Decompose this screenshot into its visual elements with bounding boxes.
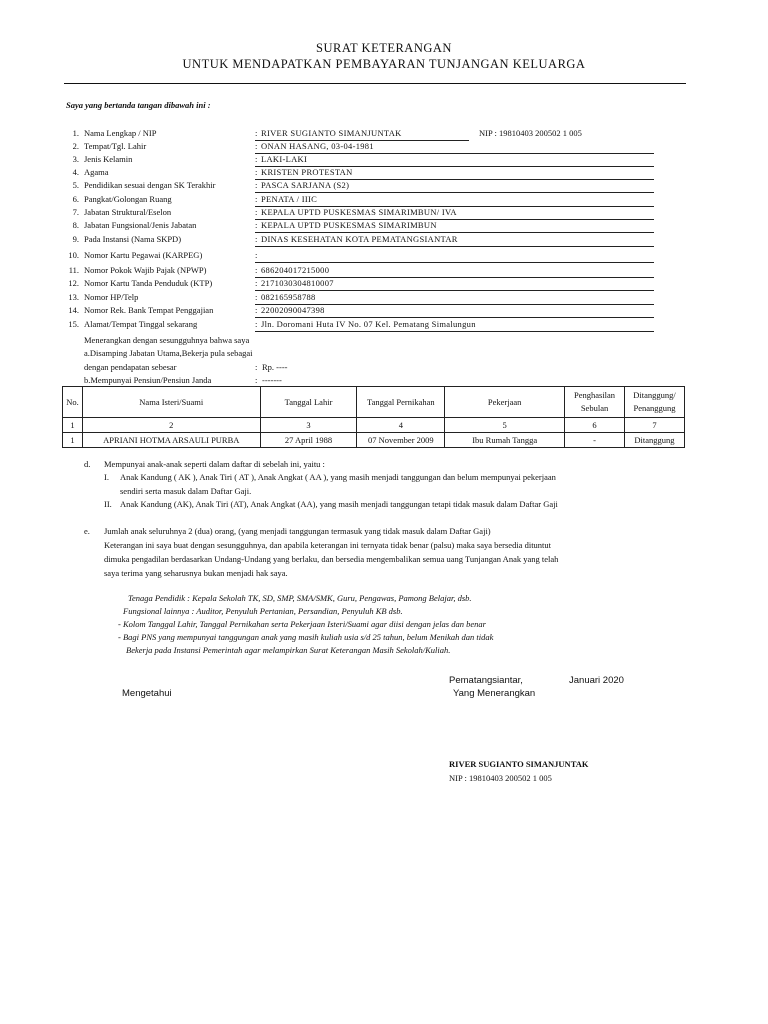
signature-place: Pematangsiantar, [449, 675, 523, 686]
field-colon: : [255, 141, 258, 151]
field-colon: : [255, 319, 258, 329]
note-line: - Kolom Tanggal Lahir, Tanggal Pernikahan serta Pekerjaan Isteri/Suami agar diisi dengan jelas dan benar [118, 619, 486, 629]
field-label: Pangkat/Golongan Ruang [84, 194, 172, 204]
section-d-text: Mempunyai anak-anak seperti dalam daftar di sebelah ini, yaitu : [104, 459, 325, 469]
statement-value: ------- [262, 375, 282, 385]
signer-role: Yang Menerangkan [453, 688, 536, 699]
section-d-item-number: II. [104, 499, 112, 509]
field-row [0, 220, 768, 233]
table-header-cell: Tanggal Pernikahan [357, 387, 445, 418]
field-row [0, 167, 768, 180]
statement-line: a.Disamping Jabatan Utama,Bekerja pula sebagai [84, 348, 253, 358]
field-number: 14. [68, 305, 79, 315]
document-title: SURAT KETERANGAN [316, 41, 452, 55]
field-colon: : [255, 292, 258, 302]
field-value: ONAN HASANG, 03-04-1981 [261, 141, 374, 151]
table-cell: - [565, 433, 625, 448]
table-index-row [63, 418, 685, 433]
field-row [0, 207, 768, 220]
family-table [62, 386, 685, 448]
field-colon: : [255, 305, 258, 315]
field-number: 8. [72, 220, 79, 230]
field-colon: : [255, 154, 258, 164]
field-underline [255, 192, 654, 193]
field-number: 7. [72, 207, 79, 217]
field-number: 10. [68, 250, 79, 260]
field-number: 3. [72, 154, 79, 164]
field-label: Pada Instansi (Nama SKPD) [84, 234, 182, 244]
table-cell: APRIANI HOTMA ARSAULI PURBA [82, 433, 260, 448]
field-label: Jabatan Fungsional/Jenis Jabatan [84, 220, 197, 230]
field-number: 15. [68, 319, 79, 329]
section-e-text: saya terima yang seharusnya bukan menjadi hak saya. [104, 568, 288, 578]
field-colon: : [255, 180, 258, 190]
table-header-cell: Nama Isteri/Suami [82, 387, 260, 418]
signer-nip: NIP : 19810403 200502 1 005 [449, 773, 552, 783]
table-header-row [63, 387, 685, 418]
field-number: 9. [72, 234, 79, 244]
section-d-label: d. [84, 459, 91, 469]
statement-colon: : [255, 362, 258, 372]
field-value: RIVER SUGIANTO SIMANJUNTAK [261, 128, 402, 138]
statement-colon: : [255, 375, 258, 385]
field-number: 13. [68, 292, 79, 302]
field-row [0, 292, 768, 305]
table-cell: 27 April 1988 [260, 433, 357, 448]
field-number: 1. [72, 128, 79, 138]
document-subtitle: UNTUK MENDAPATKAN PEMBAYARAN TUNJANGAN KELUARGA [182, 57, 586, 71]
table-cell: Ditanggung [625, 433, 685, 448]
field-value: 22002090047398 [261, 305, 325, 315]
table-row [63, 433, 685, 448]
field-value: KEPALA UPTD PUSKESMAS SIMARIMBUN/ IVA [261, 207, 457, 217]
field-label: Nomor HP/Telp [84, 292, 139, 302]
table-cell: 4 [357, 418, 445, 433]
note-line: Tenaga Pendidik : Kepala Sekolah TK, SD, SMP, SMA/SMK, Guru, Pengawas, Pamong Belajar, dsb. [128, 593, 472, 603]
field-label: Jenis Kelamin [84, 154, 133, 164]
field-number: 12. [68, 278, 79, 288]
field-row [0, 250, 768, 263]
intro-text: Saya yang bertanda tangan dibawah ini : [66, 100, 211, 110]
table-header-cell: Pekerjaan [445, 387, 565, 418]
field-label: Nama Lengkap / NIP [84, 128, 157, 138]
field-colon: : [255, 278, 258, 288]
field-value: PENATA / IIIC [261, 194, 318, 204]
section-e-label: e. [84, 526, 90, 536]
table-cell: 5 [445, 418, 565, 433]
table-cell: 1 [63, 418, 83, 433]
field-underline [255, 317, 654, 318]
field-row [0, 141, 768, 154]
nip-text: NIP : 19810403 200502 1 005 [479, 128, 582, 138]
table-header-cell: Ditanggung/ Penanggung [625, 387, 685, 418]
table-cell: 7 [625, 418, 685, 433]
title-divider [64, 83, 686, 84]
signature-date: Januari 2020 [569, 675, 624, 686]
field-label: Pendidikan sesuai dengan SK Terakhir [84, 180, 216, 190]
field-value: PASCA SARJANA (S2) [261, 180, 350, 190]
section-d-item-text: Anak Kandung ( AK ), Anak Tiri ( AT ), Anak Angkat ( AA ), yang masih menjadi tanggungan dan belum mempunyai pekerjaan [120, 472, 556, 482]
note-line: Fungsional lainnya : Auditor, Penyuluh Pertanian, Persandian, Penyuluh KB dsb. [123, 606, 403, 616]
section-e-text: Jumlah anak seluruhnya 2 (dua) orang, (yang menjadi tanggungan termasuk yang tidak masuk dalam Daftar Gaji) [104, 526, 491, 536]
field-underline [255, 232, 654, 233]
field-colon: : [255, 207, 258, 217]
field-label: Nomor Pokok Wajib Pajak (NPWP) [84, 265, 207, 275]
field-underline [255, 262, 654, 263]
table-cell: 07 November 2009 [357, 433, 445, 448]
table-cell: 1 [63, 433, 83, 448]
field-row [0, 278, 768, 291]
table-cell: 3 [260, 418, 357, 433]
statement-line: dengan pendapatan sebesar [84, 362, 177, 372]
field-number: 2. [72, 141, 79, 151]
field-number: 5. [72, 180, 79, 190]
table-cell: 6 [565, 418, 625, 433]
field-underline [255, 290, 654, 291]
field-colon: : [255, 250, 258, 260]
field-underline [255, 331, 654, 332]
field-colon: : [255, 128, 258, 138]
field-label: Nomor Rek. Bank Tempat Penggajian [84, 305, 214, 315]
section-d-item-number: I. [104, 472, 109, 482]
field-row [0, 154, 768, 167]
table-header-cell: Tanggal Lahir [260, 387, 357, 418]
section-d-item-text: sendiri serta masuk dalam Daftar Gaji. [120, 486, 252, 496]
field-value: Jln. Doromani Huta IV No. 07 Kel. Pematang Simalungun [261, 319, 476, 329]
statement-line: Menerangkan dengan sesungguhnya bahwa saya [84, 335, 250, 345]
field-value: 2171030304810007 [261, 278, 334, 288]
field-colon: : [255, 265, 258, 275]
field-value: 082165958788 [261, 292, 316, 302]
field-number: 6. [72, 194, 79, 204]
field-label: Alamat/Tempat Tinggal sekarang [84, 319, 198, 329]
field-value: KEPALA UPTD PUSKESMAS SIMARIMBUN [261, 220, 437, 230]
field-value: DINAS KESEHATAN KOTA PEMATANGSIANTAR [261, 234, 458, 244]
field-colon: : [255, 194, 258, 204]
field-row [0, 234, 768, 247]
field-value: LAKI-LAKI [261, 154, 308, 164]
note-line: - Bagi PNS yang mempunyai tanggungan anak yang masih kuliah usia s/d 25 tahun, belum Menikah dan tidak [118, 632, 494, 642]
field-label: Agama [84, 167, 109, 177]
field-row [0, 128, 768, 141]
field-row [0, 194, 768, 207]
section-d-item-text: Anak Kandung (AK), Anak Tiri (AT), Anak Angkat (AA), yang masih menjadi tanggungan tetapi tidak masuk dalam Daftar Gaji [120, 499, 558, 509]
table-header-cell: No. [63, 387, 83, 418]
field-row [0, 180, 768, 193]
table-cell: 2 [82, 418, 260, 433]
field-colon: : [255, 167, 258, 177]
section-e-text: dimuka pengadilan berdasarkan Undang-Undang yang berlaku, dan bersedia mengembalikan semua uang Tunjangan Anak yang telah [104, 554, 559, 564]
table-header-cell: Penghasilan Sebulan [565, 387, 625, 418]
section-e-text: Keterangan ini saya buat dengan sesungguhnya, dan apabila keterangan ini ternyata tidak benar (palsu) maka saya bersedia dituntut [104, 540, 552, 550]
statement-line: b.Mempunyai Pensiun/Pensiun Janda [84, 375, 212, 385]
field-value: KRISTEN PROTESTAN [261, 167, 353, 177]
field-colon: : [255, 234, 258, 244]
signer-name: RIVER SUGIANTO SIMANJUNTAK [449, 759, 589, 769]
field-number: 11. [68, 265, 79, 275]
field-value: 686204017215000 [261, 265, 330, 275]
field-label: Nomor Kartu Tanda Penduduk (KTP) [84, 278, 213, 288]
field-label: Tempat/Tgl. Lahir [84, 141, 147, 151]
statement-value: Rp. ---- [262, 362, 288, 372]
field-row [0, 305, 768, 318]
field-underline [255, 246, 654, 247]
field-colon: : [255, 220, 258, 230]
table-cell: Ibu Rumah Tangga [445, 433, 565, 448]
field-number: 4. [72, 167, 79, 177]
field-label: Jabatan Struktural/Eselon [84, 207, 172, 217]
field-row [0, 319, 768, 332]
field-label: Nomor Kartu Pegawai (KARPEG) [84, 250, 203, 260]
field-row [0, 265, 768, 278]
mengetahui-label: Mengetahui [122, 688, 172, 699]
note-line: Bekerja pada Instansi Pemerintah agar melampirkan Surat Keterangan Masih Sekolah/Kuliah. [126, 645, 451, 655]
